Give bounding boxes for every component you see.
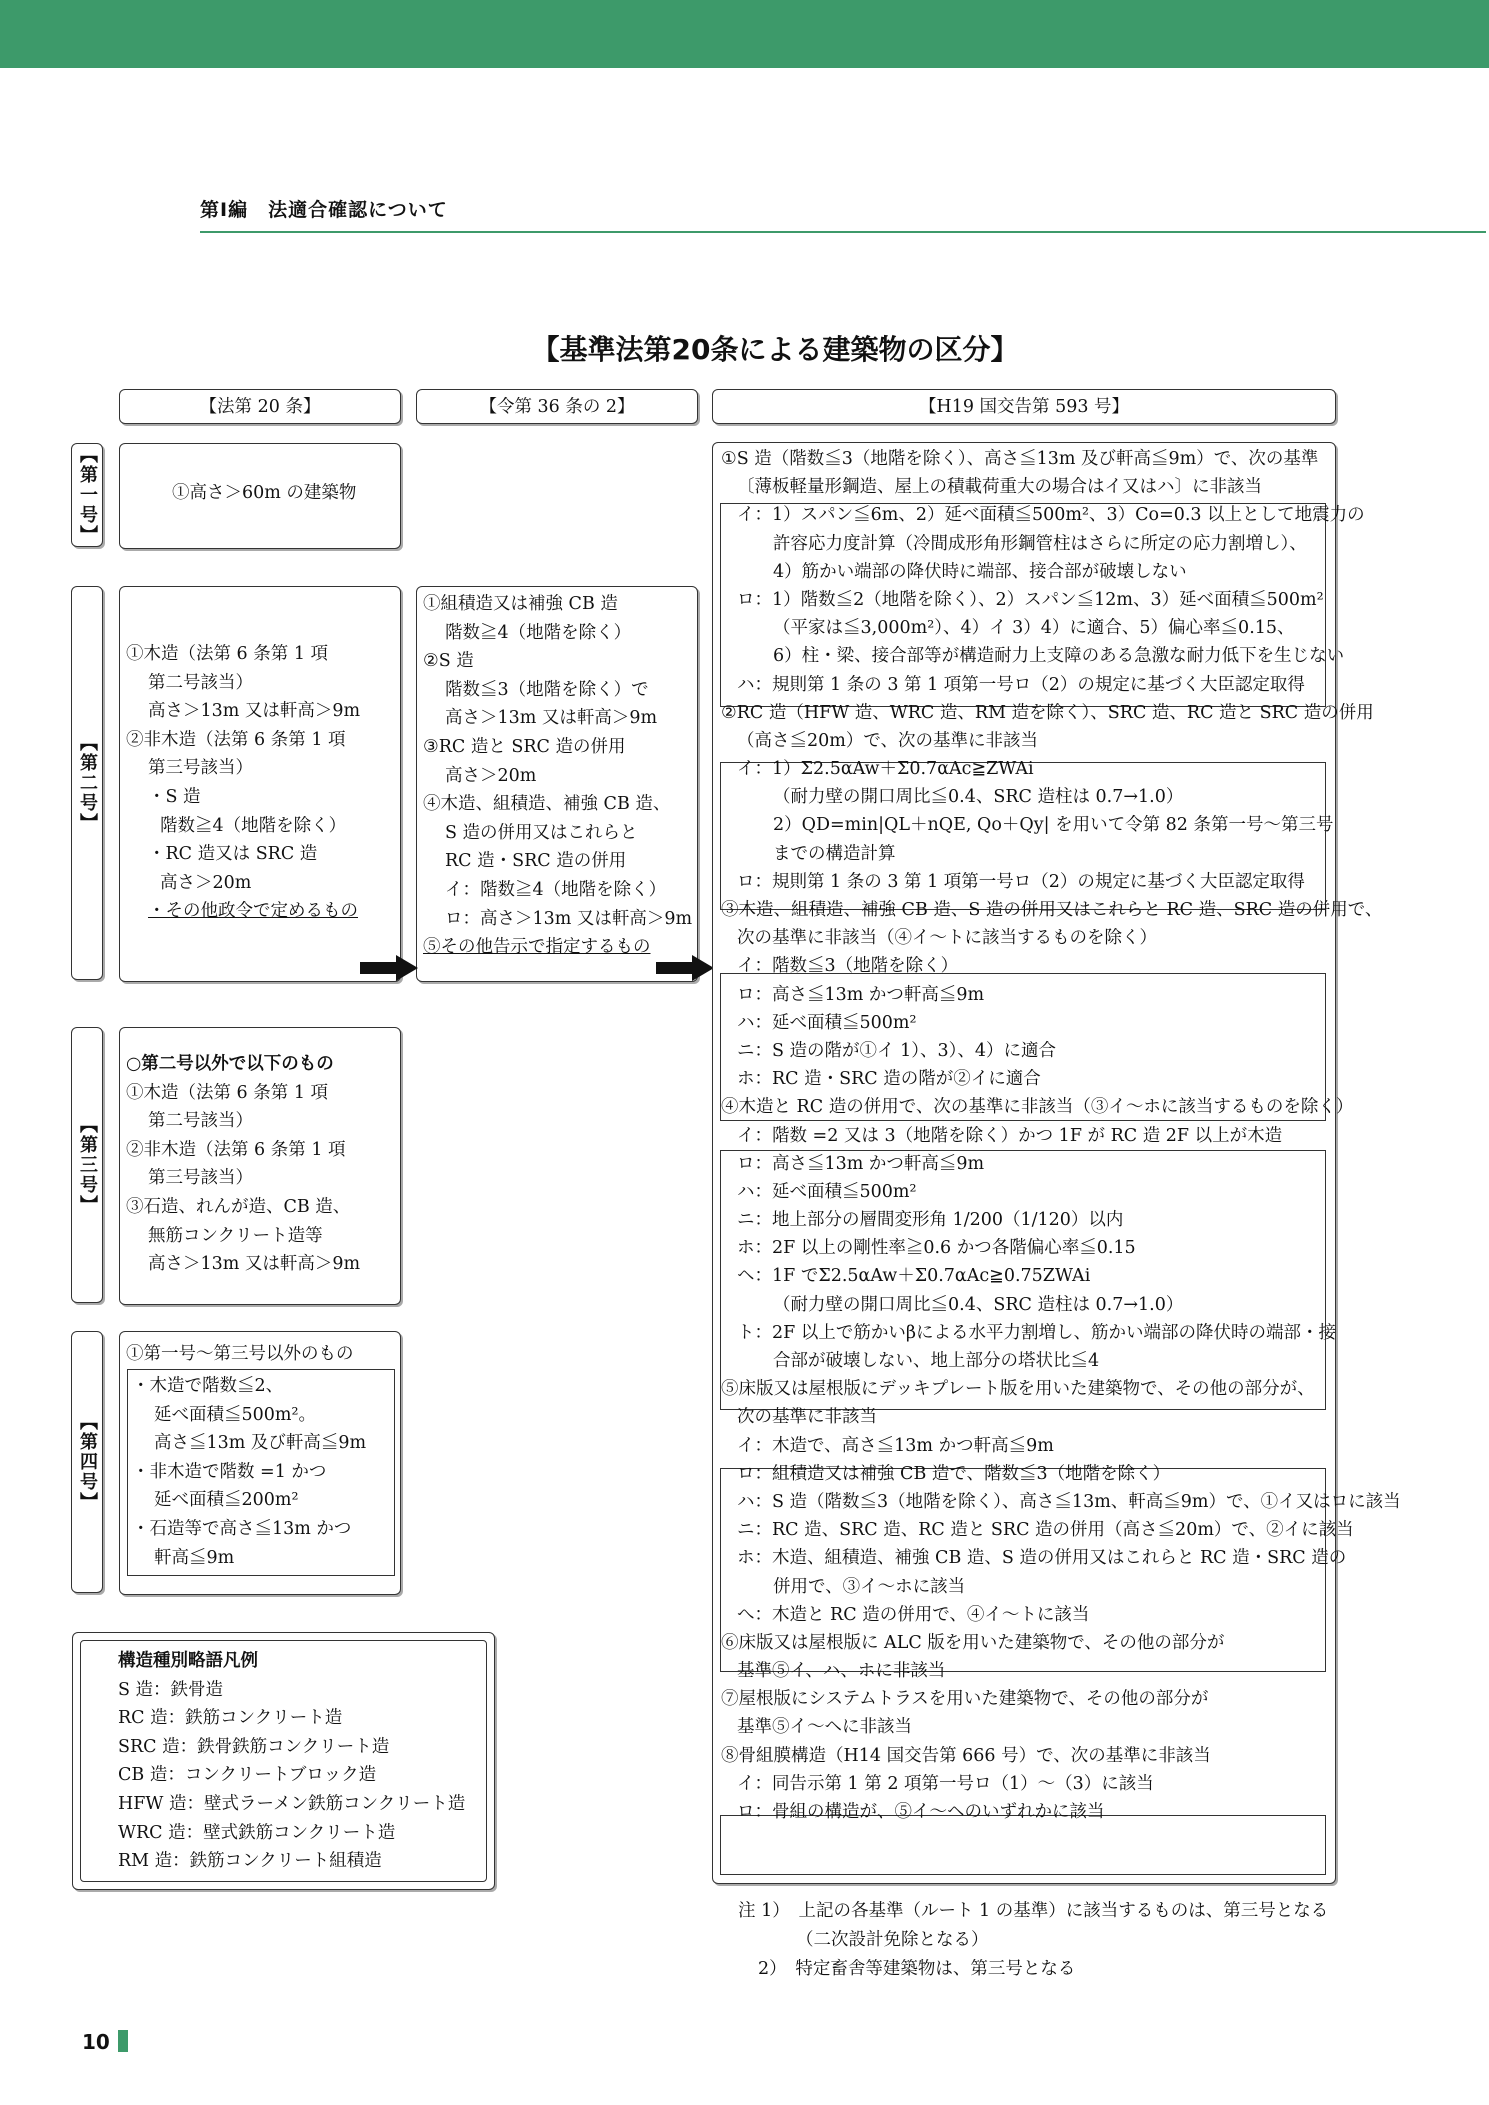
page-number-marker	[118, 2030, 128, 2052]
arrow-right-icon	[360, 955, 418, 981]
item1-text: ①高さ＞60m の建築物	[172, 483, 357, 503]
label-item-4: 【第四号】	[71, 1331, 103, 1593]
item4-text: ・木造で階数≦2、 延べ面積≦500m²。 高さ≦13m 及び軒高≦9m ・非木造で階数 =1 かつ 延べ面積≦200m² ・石造等で高さ≦13m かつ 軒高≦9m	[132, 1376, 367, 1568]
header-notice593: 【H19 国交告第 593 号】	[918, 397, 1130, 417]
footnotes: 注 1） 上記の各基準（ルート 1 の基準）に該当するものは、第三号となる （二次設計免除となる） 2） 特定畜舎等建築物は、第三号となる	[738, 1901, 1329, 1979]
header-order36: 【令第 36 条の 2】	[479, 397, 635, 417]
top-color-bar	[0, 0, 1489, 68]
label-item-2: 【第二号】	[71, 586, 103, 980]
page-number: 10	[82, 2030, 110, 2054]
label-item-1: 【第一号】	[71, 443, 103, 547]
arrow-right-icon	[656, 955, 714, 981]
order36-text: ①組積造又は補強 CB 造 階数≧4（地階を除く） ②S 造 階数≦3（地階を除く）で 高さ＞13m 又は軒高＞9m ③RC 造と SRC 造の併用 高さ＞20m ④木造、組積造、補強 CB 造、 S 造の併用又はこれらと RC 造・SRC 造の併用 イ：階数≧4（地階を除く） ロ：高さ＞13m 又は軒高＞9m ⑤その他告示で指定するもの	[423, 594, 693, 958]
notice593-text: ①S 造（階数≦3（地階を除く）、高さ≦13m 及び軒高≦9m）で、次の基準 〔薄板軽量形鋼造、屋上の積載荷重大の場合はイ又はハ〕に非該当 イ：1）スパン≦6m、2）延べ面積≦500m²、3）Co=0.3 以上として地震力の 許容応力度計算（冷間成形角形鋼管柱はさらに所定の応力割増し）、 4）筋かい端部の降伏時に端部、接合部が破壊しない ロ：1）階数≦2（地階を除く）、2）スパン≦12m、3）延べ面積≦500m² （平家は≦3,000m²）、4）イ 3）4）に適合、5）偏心率≦0.15、 6）柱・梁、接合部等が構造耐力上支障のある急激な耐力低下を生じない ハ：規則第 1 条の 3 第 1 項第一号ロ（2）の規定に基づく大臣認定取得 ②RC 造（HFW 造、WRC 造、RM 造を除く）、SRC 造、RC 造と SRC 造の併用 （高さ≦20m）で、次の基準に非該当 イ：1）Σ2.5αAw＋Σ0.7αAc≧ZWAi （耐力壁の開口周比≦0.4、SRC 造柱は 0.7→1.0） 2）QD=min|QL＋nQE, Qo＋Qy| を用いて令第 82 条第一号～第三号 までの構造計算 ロ：規則第 1 条の 3 第 1 項第一号ロ（2）の規定に基づく大臣認定取得 ③木造、組積造、補強 CB 造、S 造の併用又はこれらと RC 造、SRC 造の併用で、 次の基準に非該当（④イ～トに該当するものを除く） イ：階数≦3（地階を除く） ロ：高さ≦13m かつ軒高≦9m ハ：延べ面積≦500m² ニ：S 造の階が①イ 1）、3）、4）に適合 ホ：RC 造・SRC 造の階が②イに適合 ④木造と RC 造の併用で、次の基準に非該当（③イ～ホに該当するものを除く） イ：階数 =2 又は 3（地階を除く）かつ 1F が RC 造 2F 以上が木造 ロ：高さ≦13m かつ軒高≦9m ハ：延べ面積≦500m² ニ：地上部分の層間変形角 1/200（1/120）以内 ホ：2F 以上の剛性率≧0.6 かつ各階偏心率≦0.15 ヘ：1F でΣ2.5αAw＋Σ0.7αAc≧0.75ZWAi （耐力壁の開口周比≦0.4、SRC 造柱は 0.7→1.0） ト：2F 以上で筋かいβによる水平力割増し、筋かい端部の降伏時の端部・接 合部が破壊しない、地上部分の塔状比≦4 ⑤床版又は屋根版にデッキプレート版を用いた建築物で、その他の部分が、 次の基準に非該当 イ：木造で、高さ≦13m かつ軒高≦9m ロ：組積造又は補強 CB 造で、階数≦3（地階を除く） ハ：S 造（階数≦3（地階を除く）、高さ≦13m、軒高≦9m）で、①イ又はロに該当 ニ：RC 造、SRC 造、RC 造と SRC 造の併用（高さ≦20m）で、②イに該当 ホ：木造、組積造、補強 CB 造、S 造の併用又はこれらと RC 造・SRC 造の 併用で、③イ～ホに該当 へ：木造と RC 造の併用で、④イ～トに該当 ⑥床版又は屋根版に ALC 版を用いた建築物で、その他の部分が 基準⑤イ、ハ、ホに非該当 ⑦屋根版にシステムトラスを用いた建築物で、その他の部分が 基準⑤イ～ヘに非該当 ⑧骨組膜構造（H14 国交告第 666 号）で、次の基準に非該当 イ：同告示第 1 第 2 項第一号ロ（1）～（3）に該当 ロ：骨組の構造が、⑤イ～ヘのいずれかに該当	[721, 449, 1401, 1822]
label-item-3: 【第三号】	[71, 1027, 103, 1303]
item2-text: ①木造（法第 6 条第 1 項 第二号該当） 高さ＞13m 又は軒高＞9m ②非木造（法第 6 条第 1 項 第三号該当） ・S 造 階数≧4（地階を除く） ・RC 造又は SRC 造 高さ＞20m ・その他政令で定めるもの	[126, 644, 361, 922]
item4-head: ①第一号～第三号以外のもの	[126, 1344, 354, 1364]
item3-text: ○第二号以外で以下のもの ①木造（法第 6 条第 1 項 第二号該当） ②非木造（法第 6 条第 1 項 第三号該当） ③石造、れんが造、CB 造、 無筋コンクリート造等 高さ＞13m 又は軒高＞9m	[126, 1054, 361, 1275]
page-title: 【基準法第20条による建築物の区分】	[531, 333, 1019, 366]
section-heading: 第Ⅰ編 法適合確認について	[200, 199, 448, 221]
legend-text: 構造種別略語凡例 S 造：鉄骨造 RC 造：鉄筋コンクリート造 SRC 造：鉄骨鉄筋コンクリート造 CB 造：コンクリートブロック造 HFW 造：壁式ラーメン鉄筋コンクリート造 WRC 造：壁式鉄筋コンクリート造 RM 造：鉄筋コンクリート組積造	[118, 1651, 466, 1872]
section-rule	[200, 231, 1486, 233]
header-law20: 【法第 20 条】	[199, 397, 321, 417]
